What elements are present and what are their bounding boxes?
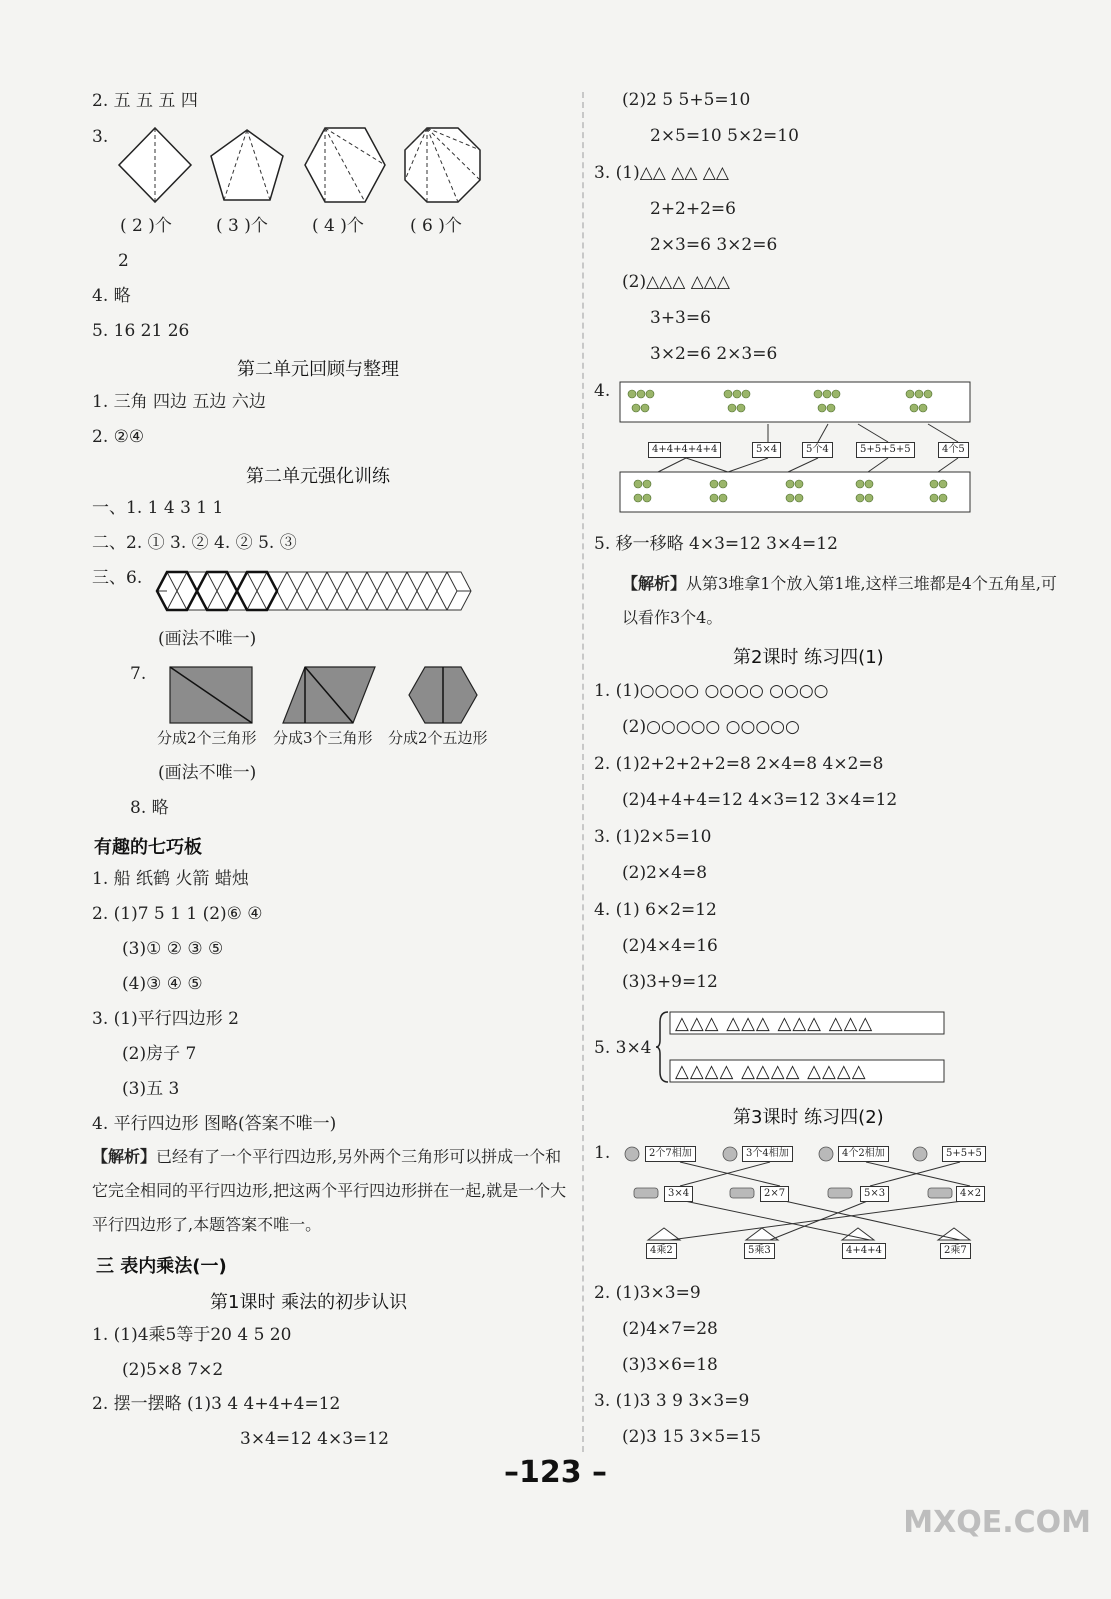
answer-line: 3. (1)3 3 9 3×3=9 [594, 1391, 750, 1411]
answer-line: (2)○○○○○ ○○○○○ [622, 717, 800, 737]
answer-line: 2. (1)3×3=9 [594, 1283, 701, 1303]
expression-box: 4个5 [938, 442, 969, 458]
expression-box: 4×2 [956, 1186, 985, 1202]
column-divider [582, 92, 584, 1452]
answer-line: 1. 船 纸鹤 火箭 蜡烛 [92, 869, 249, 889]
answer-line: 3. (1)△△ △△ △△ [594, 163, 729, 183]
answer-line: (画法不唯一) [158, 763, 257, 783]
analysis-text: 已经有了一个平行四边形,另外两个三角形可以拼成一个和它完全相同的平行四边形,把这两个平行四边形拼在一起,就是一个大平行四边形了,本题答案不唯一。 [92, 1147, 567, 1234]
answer-line: 2×5=10 5×2=10 [650, 126, 799, 146]
section-heading: 第二单元回顾与整理 [237, 359, 399, 380]
answer-line: 4. (1) 6×2=12 [594, 900, 717, 920]
answer-line: 1. (1)4乘5等于20 4 5 20 [92, 1325, 292, 1345]
shape-caption: 分成2个五边形 [388, 729, 488, 747]
analysis-tag: 【解析】 [92, 1147, 157, 1166]
lesson-heading: 第3课时 练习四(2) [733, 1107, 884, 1128]
answer-line: 2. (1)2+2+2+2=8 2×4=8 4×2=8 [594, 754, 884, 774]
answer-line: (2)2 5 5+5=10 [622, 90, 751, 110]
analysis-tag: 【解析】 [622, 574, 687, 593]
answer-line: (2)△△△ △△△ [622, 272, 730, 292]
answer-line: (3)3+9=12 [622, 972, 718, 992]
expression-box: 2乘7 [940, 1243, 971, 1259]
answer-line: 一、1. 1 4 3 1 1 [92, 498, 224, 518]
answer-line: 3. [92, 127, 109, 147]
polygon-diagonals-figure [115, 120, 495, 210]
answer-line: 2. 五 五 五 四 [92, 91, 198, 111]
shape-caption: 分成3个三角形 [273, 729, 373, 747]
answer-line: 2. (1)7 5 1 1 (2)⑥ ④ [92, 904, 263, 924]
polygon-caption: ( 2 )个 [120, 216, 172, 236]
shape-division-figure [165, 665, 485, 727]
analysis-text: 从第3堆拿1个放入第1堆,这样三堆都是4个五角星,可以看作3个4。 [622, 574, 1057, 627]
answer-line: 3×2=6 2×3=6 [650, 344, 778, 364]
expression-box: 5+5+5 [942, 1146, 986, 1162]
answer-line: 3. (1)2×5=10 [594, 827, 712, 847]
answer-line: (2)3 15 3×5=15 [622, 1427, 762, 1447]
expression-box: 3×4 [664, 1186, 693, 1202]
expression-box: 5个4 [802, 442, 833, 458]
lesson-heading: 第1课时 乘法的初步认识 [210, 1292, 408, 1313]
answer-line: 4. [594, 381, 611, 401]
answer-line: (2)4×7=28 [622, 1319, 718, 1339]
expression-box: 2×7 [760, 1186, 789, 1202]
answer-line: 3. (1)平行四边形 2 [92, 1009, 239, 1029]
triangle-group-row: △△△ △△△ △△△ △△△ [675, 1013, 874, 1034]
answer-line: (3)五 3 [122, 1079, 180, 1099]
page-number: –123 – [503, 1455, 608, 1490]
shape-caption: 分成2个三角形 [157, 729, 257, 747]
expression-box: 5×3 [860, 1186, 889, 1202]
answer-line: 4. 平行四边形 图略(答案不唯一) [92, 1114, 337, 1134]
answer-line: 5. 16 21 26 [92, 321, 190, 341]
answer-line: 2 [118, 251, 129, 271]
expression-box: 2个7相加 [645, 1146, 696, 1162]
answer-line: 1. 三角 四边 五边 六边 [92, 392, 266, 412]
expression-box: 4个2相加 [838, 1146, 889, 1162]
answer-line: (3)3×6=18 [622, 1355, 718, 1375]
answer-line: 4. 略 [92, 286, 131, 306]
expression-box: 5×4 [752, 442, 781, 458]
expression-box: 5+5+5+5 [856, 442, 915, 458]
polygon-caption: ( 3 )个 [216, 216, 268, 236]
answer-line: (画法不唯一) [158, 629, 257, 649]
analysis-note [92, 1140, 567, 1242]
triangle-group-row: △△△△ △△△△ △△△△ [675, 1061, 867, 1082]
answer-line: 2. ②④ [92, 427, 145, 447]
answer-line: (2)房子 7 [122, 1044, 197, 1064]
answer-line: (2)4×4=16 [622, 936, 718, 956]
answer-line: (3)① ② ③ ⑤ [122, 939, 224, 959]
answer-line: (2)4+4+4=12 4×3=12 3×4=12 [622, 790, 898, 810]
answer-line: 2+2+2=6 [650, 199, 736, 219]
lesson-heading: 第2课时 练习四(1) [733, 647, 884, 668]
expression-box: 4乘2 [646, 1243, 677, 1259]
answer-line: 3+3=6 [650, 308, 711, 328]
answer-line: (4)③ ④ ⑤ [122, 974, 203, 994]
answer-line: 7. [130, 664, 147, 684]
section-heading: 第二单元强化训练 [246, 466, 390, 487]
answer-line: 1. (1)○○○○ ○○○○ ○○○○ [594, 681, 829, 701]
analysis-note [622, 567, 1067, 635]
answer-line: (2)5×8 7×2 [122, 1360, 224, 1380]
answer-line: (2)2×4=8 [622, 863, 708, 883]
answer-line: 2. 摆一摆略 (1)3 4 4+4+4=12 [92, 1394, 341, 1414]
expression-box: 4+4+4 [842, 1243, 886, 1259]
answer-line: 2×3=6 3×2=6 [650, 235, 778, 255]
triangle-strip-figure [155, 570, 475, 612]
answer-line: 5. 移一移略 4×3=12 3×4=12 [594, 534, 838, 554]
answer-line: 三、6. [92, 568, 143, 588]
section-heading: 有趣的七巧板 [94, 837, 202, 858]
answer-line: 1. [594, 1143, 611, 1163]
answer-line: 3×4=12 4×3=12 [240, 1429, 389, 1449]
answer-line: 二、2. ① 3. ② 4. ② 5. ③ [92, 533, 297, 553]
site-watermark: MXQE.COM [903, 1505, 1091, 1540]
expression-box: 5乘3 [744, 1243, 775, 1259]
unit-heading: 三 表内乘法(一) [96, 1256, 227, 1277]
expression-box: 3个4相加 [742, 1146, 793, 1162]
answer-line: 8. 略 [130, 798, 169, 818]
polygon-caption: ( 6 )个 [410, 216, 462, 236]
polygon-caption: ( 4 )个 [312, 216, 364, 236]
answer-line: 5. 3×4 [594, 1038, 652, 1058]
expression-box: 4+4+4+4+4 [648, 442, 721, 458]
